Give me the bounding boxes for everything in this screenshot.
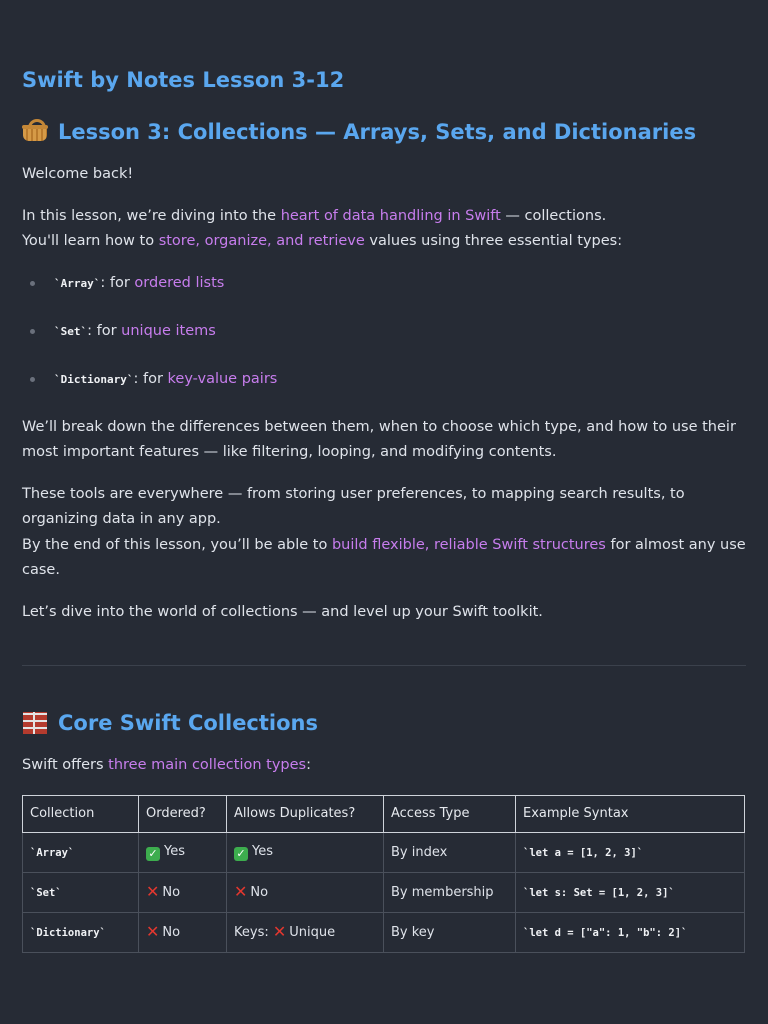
tools-text: These tools are everywhere — from storing user preferences, to mapping search results, to organizing data in any app. [22, 485, 685, 527]
type-desc: ordered lists [134, 274, 225, 291]
ordered-value: Yes [164, 843, 185, 859]
collection-code: `Array` [30, 846, 75, 859]
cell-syntax [516, 872, 745, 912]
duplicates-value: Yes [252, 843, 273, 859]
tools-paragraph [22, 482, 746, 584]
end-text-end: for almost any use case. [22, 536, 746, 578]
collection-code: `Set` [30, 886, 62, 899]
type-code: `Array` [54, 276, 101, 290]
list-item [54, 271, 746, 296]
intro-text-end: — collections. [500, 207, 607, 224]
intro-paragraph [22, 204, 746, 255]
cross-mark-icon: ✕ [146, 881, 160, 901]
cell-duplicates [227, 912, 384, 952]
cell-access: By key [384, 912, 516, 952]
section-divider [22, 665, 746, 666]
intro-text: In this lesson, we’re diving into the [22, 207, 281, 224]
type-desc: unique items [121, 322, 216, 339]
syntax-code: `let a = [1, 2, 3]` [523, 846, 644, 859]
cell-duplicates [227, 872, 384, 912]
offers-paragraph [22, 753, 746, 779]
table-row [23, 872, 745, 912]
cell-ordered [139, 912, 227, 952]
learn-text-end: values using three essential types: [364, 233, 623, 249]
cell-collection [23, 912, 139, 952]
table-header-row [23, 795, 745, 832]
cell-syntax [516, 832, 745, 872]
cross-mark-icon: ✕ [234, 881, 248, 901]
column-header: Collection [23, 795, 139, 832]
syntax-code: `let d = ["a": 1, "b": 2]` [523, 926, 688, 939]
cell-collection [23, 872, 139, 912]
dive-paragraph: Let’s dive into the world of collections — and level up your Swift toolkit. [22, 603, 543, 620]
ordered-value: No [162, 924, 181, 940]
type-desc: key-value pairs [167, 370, 278, 387]
list-item [54, 319, 746, 344]
duplicates-prefix: Keys: [234, 924, 273, 940]
column-header: Allows Duplicates? [227, 795, 384, 832]
offers-text-end: : [306, 757, 311, 773]
cell-access: By index [384, 832, 516, 872]
cross-mark-icon: ✕ [146, 921, 160, 941]
page-title: Swift by Notes Lesson 3-12 [22, 68, 345, 92]
offers-text: Swift offers [22, 757, 109, 773]
table-row [23, 912, 745, 952]
table-row [23, 832, 745, 872]
core-heading [22, 709, 746, 737]
core-heading-text: Core Swift Collections [58, 711, 318, 735]
collections-table [22, 795, 745, 953]
column-header: Ordered? [139, 795, 227, 832]
bricks-icon [22, 711, 48, 735]
cell-access: By membership [384, 872, 516, 912]
type-code: `Set` [54, 324, 88, 338]
list-item [54, 367, 746, 392]
intro-highlight: heart of data handling in Swift [280, 207, 501, 224]
collection-code: `Dictionary` [30, 926, 106, 939]
lesson-heading-text: Lesson 3: Collections — Arrays, Sets, and Dictionaries [58, 120, 697, 144]
cell-ordered [139, 872, 227, 912]
learn-text: You'll learn how to [22, 233, 159, 249]
learn-highlight: store, organize, and retrieve [158, 233, 365, 249]
cell-ordered [139, 832, 227, 872]
welcome-text: Welcome back! [22, 166, 134, 182]
breakdown-paragraph: We’ll break down the differences between them, when to choose which type, and how to use their most important features — like filtering, looping, and modifying contents. [22, 418, 736, 460]
type-sep: : for [100, 274, 135, 291]
type-sep: : for [133, 370, 168, 387]
duplicates-value: Unique [289, 924, 336, 940]
type-sep: : for [87, 322, 122, 339]
duplicates-value: No [250, 884, 269, 900]
cell-syntax [516, 912, 745, 952]
collection-type-list [22, 271, 746, 392]
column-header: Access Type [384, 795, 516, 832]
check-mark-icon: ✓ [234, 847, 248, 861]
end-highlight: build flexible, reliable Swift structures [331, 536, 606, 553]
ordered-value: No [162, 884, 181, 900]
column-header: Example Syntax [516, 795, 745, 832]
basket-icon [22, 120, 48, 144]
cell-collection [23, 832, 139, 872]
lesson-heading [22, 118, 746, 146]
cross-mark-icon: ✕ [272, 921, 287, 941]
offers-highlight: three main collection types [108, 757, 307, 773]
type-code: `Dictionary` [54, 372, 134, 386]
cell-duplicates [227, 832, 384, 872]
syntax-code: `let s: Set = [1, 2, 3]` [523, 886, 675, 899]
end-text: By the end of this lesson, you’ll be able to [22, 536, 332, 553]
check-mark-icon: ✓ [146, 847, 160, 861]
